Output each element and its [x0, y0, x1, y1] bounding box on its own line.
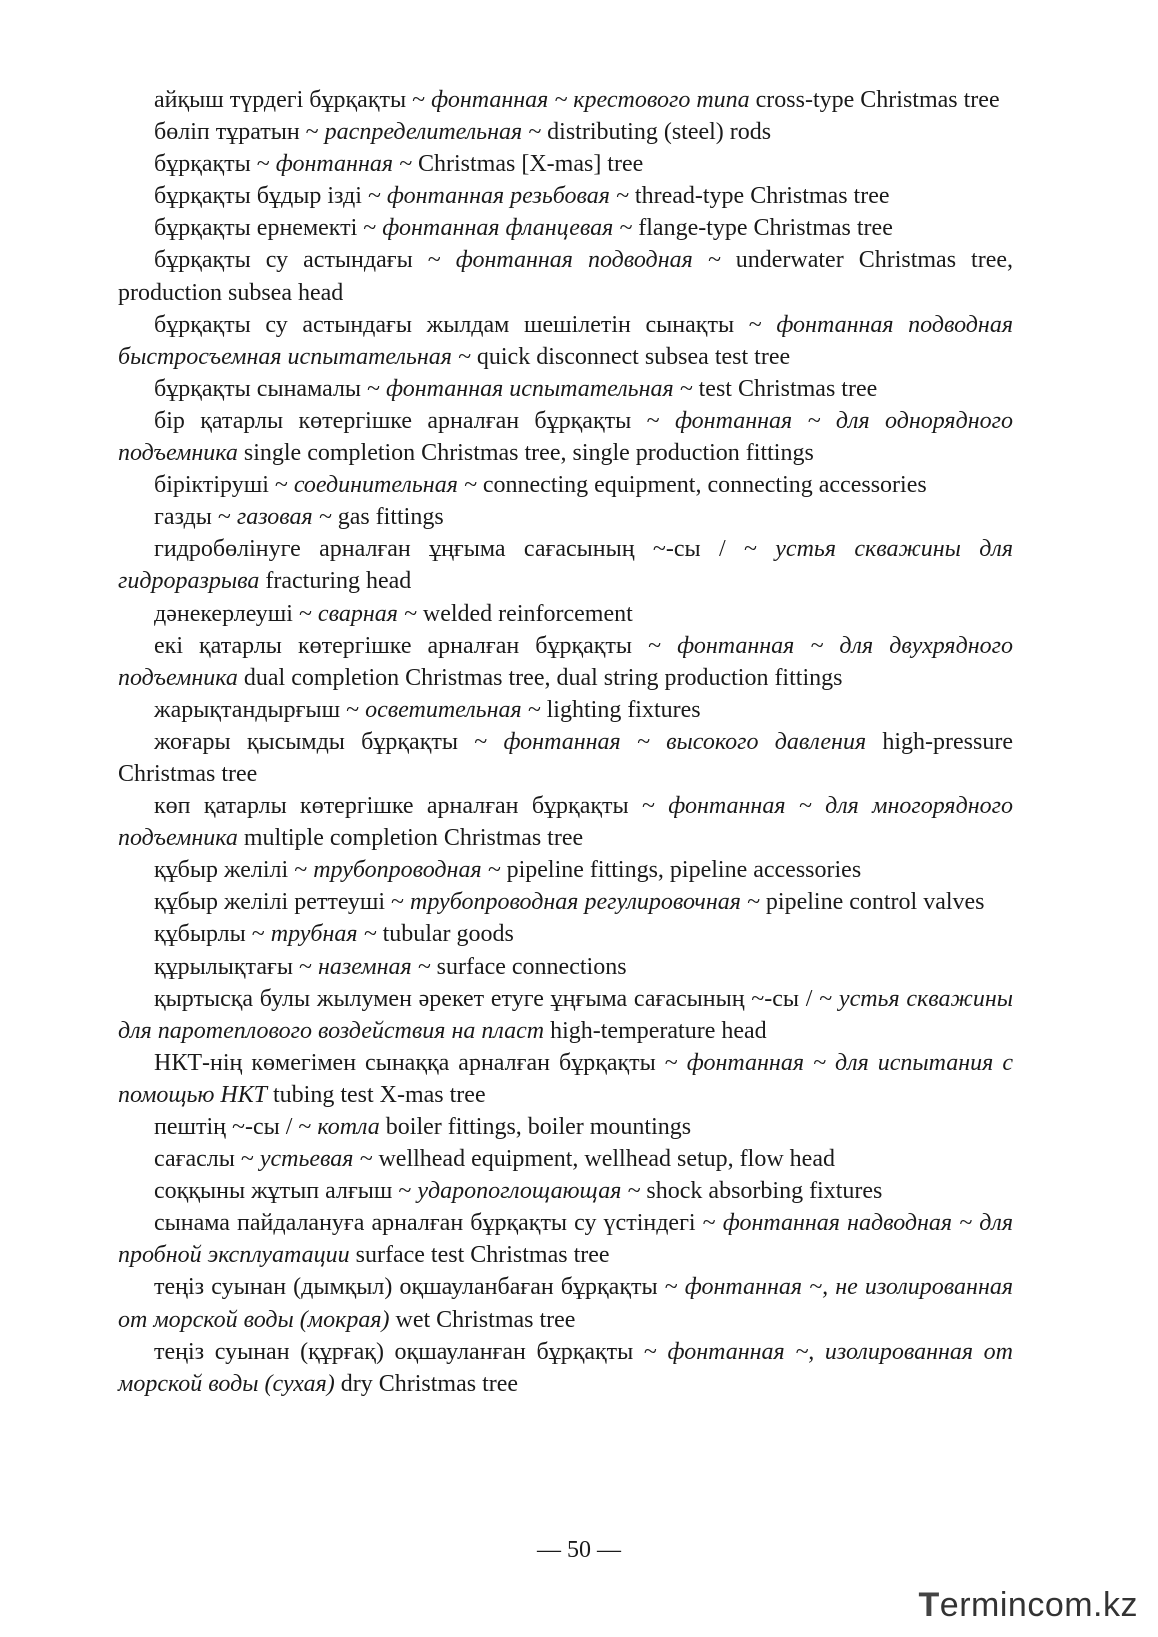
dictionary-entry — [118, 244, 1013, 308]
entry-kazakh-term: құбырлы ~ — [154, 921, 271, 948]
entry-kazakh-term: жарықтандырғыш ~ — [154, 696, 366, 723]
dictionary-entry — [118, 309, 1013, 373]
entry-russian-term: трубопроводная ~ — [313, 857, 501, 884]
entry-kazakh-term: қыртысқа булы жылумен әрекет етуге ұңғыма сағасының ~-сы / ~ — [154, 985, 839, 1012]
dictionary-entry — [118, 1175, 1013, 1207]
entry-russian-term: сварная ~ — [317, 600, 417, 627]
dictionary-entry — [118, 630, 1013, 694]
entry-kazakh-term: айқыш түрдегі бұрқақты ~ — [154, 87, 432, 113]
entry-english-term: distributing (steel) rods — [541, 119, 772, 146]
entry-english-term: lighting fixtures — [540, 696, 701, 723]
dictionary-entry — [118, 84, 1013, 116]
entry-kazakh-term: пештің ~-сы / ~ — [154, 1114, 318, 1140]
entry-russian-term: фонтанная ~ для испытания с помощью НКТ — [118, 1049, 1013, 1108]
dictionary-entry — [118, 790, 1013, 854]
entry-kazakh-term: екі қатарлы көтергішке арналған бұрқақты ~ — [154, 632, 678, 659]
entry-russian-term: осветительная ~ — [365, 696, 541, 723]
entry-english-term: quick disconnect subsea test tree — [470, 343, 791, 370]
entry-russian-term: устьевая ~ — [259, 1146, 373, 1173]
entry-english-term: cross-type Christmas tree — [749, 87, 1000, 113]
entry-kazakh-term: сынама пайдалануға арналған бұрқақты су үстіндегі ~ — [154, 1210, 723, 1237]
entry-kazakh-term: көп қатарлы көтергішке арналған бұрқақты ~ — [154, 793, 669, 820]
dictionary-entry — [118, 726, 1013, 790]
entry-english-term: Christmas [X-mas] tree — [412, 151, 644, 178]
entry-english-term: multiple completion Christmas tree — [237, 825, 584, 852]
page-number: — 50 — — [537, 1537, 621, 1563]
entry-kazakh-term: бұрқақты су астындағы ~ — [154, 247, 456, 274]
entry-english-term: high-pressure Christmas tree — [118, 728, 1013, 787]
entry-kazakh-term: соққыны жұтып алғыш ~ — [154, 1178, 418, 1205]
dictionary-entry — [118, 983, 1013, 1047]
entry-english-term: surface connections — [430, 953, 627, 980]
entry-kazakh-term: бұрқақты су астындағы жылдам шешілетін сынақты ~ — [154, 311, 777, 338]
entry-english-term: tubing test X-mas tree — [266, 1081, 486, 1108]
dictionary-entry — [118, 951, 1013, 983]
dictionary-entry — [118, 116, 1013, 148]
entry-english-term: wellhead equipment, wellhead setup, flow head — [372, 1146, 835, 1173]
entry-russian-term: фонтанная ~ крестового типа — [431, 87, 750, 113]
entry-english-term: shock absorbing fixtures — [640, 1178, 883, 1205]
entry-russian-term: ударопоглощающая ~ — [417, 1178, 641, 1205]
entry-kazakh-term: НКТ-нің көмегімен сынаққа арналған бұрқақты ~ — [154, 1049, 687, 1076]
entry-english-term: pipeline control valves — [759, 889, 985, 916]
entry-kazakh-term: газды ~ — [154, 504, 237, 531]
entry-english-term: fracturing head — [259, 568, 412, 595]
dictionary-entry — [118, 469, 1013, 501]
entry-english-term: boiler fittings, boiler mountings — [379, 1114, 692, 1140]
dictionary-entry — [118, 533, 1013, 597]
watermark-initial: T — [918, 1586, 940, 1624]
entry-russian-term: устья скважины для паротеплового воздействия на пласт — [118, 985, 1013, 1044]
dictionary-entry — [118, 598, 1013, 630]
entry-russian-term: фонтанная ~ высокого давления — [503, 728, 867, 755]
entry-russian-term: устья скважины для гидроразрыва — [118, 536, 1014, 595]
dictionary-entry — [118, 1207, 1013, 1271]
entry-russian-term: фонтанная ~ — [275, 151, 412, 178]
entry-kazakh-term: біріктіруші ~ — [154, 472, 294, 499]
dictionary-entry — [118, 1336, 1013, 1400]
dictionary-entry — [118, 180, 1013, 212]
entry-russian-term: трубопроводная регулировочная ~ — [410, 889, 760, 916]
entry-kazakh-term: бұрқақты ~ — [154, 151, 276, 178]
termincom-watermark — [919, 1586, 1138, 1625]
dictionary-entries — [118, 84, 1013, 1400]
entry-kazakh-term: бұрқақты бұдыр ізді ~ — [154, 183, 387, 210]
entry-russian-term: фонтанная фланцевая ~ — [382, 215, 633, 242]
entry-russian-term: фонтанная испытательная ~ — [386, 375, 693, 402]
entry-english-term: high-temperature head — [544, 1017, 767, 1044]
dictionary-entry — [118, 212, 1013, 244]
entry-english-term: gas fittings — [331, 504, 444, 531]
entry-russian-term: фонтанная ~ для многорядного подъемника — [118, 793, 1013, 852]
entry-kazakh-term: құрылықтағы ~ — [154, 953, 318, 980]
dictionary-entry — [118, 694, 1013, 726]
entry-english-term: tubular goods — [376, 921, 514, 948]
entry-russian-term: фонтанная подводная быстросъемная испытательная ~ — [118, 311, 1013, 370]
entry-english-term: thread-type Christmas tree — [628, 183, 890, 210]
entry-russian-term: фонтанная ~ для однорядного подъемника — [118, 407, 1013, 467]
entry-kazakh-term: құбыр желілі реттеуші ~ — [154, 889, 411, 916]
entry-russian-term: фонтанная резьбовая ~ — [386, 183, 629, 210]
entry-russian-term: газовая ~ — [236, 504, 332, 531]
entry-russian-term: фонтанная ~ для двухрядного подъемника — [118, 632, 1014, 691]
entry-russian-term: соединительная ~ — [293, 472, 477, 499]
dictionary-entry — [118, 405, 1013, 469]
entry-russian-term: фонтанная надводная ~ для пробной эксплуатации — [118, 1210, 1013, 1269]
dictionary-entry — [118, 886, 1013, 918]
entry-kazakh-term: құбыр желілі ~ — [154, 857, 314, 884]
entry-kazakh-term: бұрқақты сынамалы ~ — [154, 375, 387, 402]
entry-kazakh-term: дәнекерлеуші ~ — [154, 600, 318, 627]
entry-english-term: flange-type Christmas tree — [632, 215, 893, 242]
entry-english-term: pipeline fittings, pipeline accessories — [500, 857, 862, 884]
entry-english-term: surface test Christmas tree — [349, 1242, 610, 1269]
dictionary-entry — [118, 854, 1013, 886]
dictionary-entry — [118, 1143, 1013, 1175]
entry-russian-term: распределительная ~ — [324, 119, 542, 146]
entry-english-term: test Christmas tree — [692, 375, 878, 402]
dictionary-entry — [118, 1047, 1013, 1111]
entry-kazakh-term: бөліп тұратын ~ — [154, 119, 325, 146]
entry-english-term: single completion Christmas tree, single production fittings — [237, 440, 814, 467]
entry-russian-term: фонтанная ~, не изолированная от морской воды (мокрая) — [118, 1274, 1014, 1333]
entry-kazakh-term: бұрқақты ернемекті ~ — [154, 215, 383, 242]
entry-russian-term: котла — [317, 1114, 380, 1140]
dictionary-entry — [118, 148, 1013, 180]
entry-english-term: underwater Christmas tree, production subsea head — [118, 247, 1013, 306]
entry-russian-term: трубная ~ — [270, 921, 377, 948]
entry-english-term: dry Christmas tree — [334, 1370, 519, 1397]
dictionary-entry — [118, 918, 1013, 950]
entry-kazakh-term: теңіз суынан (дымқыл) оқшауланбаған бұрқақты ~ — [154, 1274, 685, 1301]
entry-kazakh-term: жоғары қысымды бұрқақты ~ — [154, 728, 504, 755]
entry-english-term: dual completion Christmas tree, dual string production fittings — [237, 664, 843, 691]
entry-kazakh-term: бір қатарлы көтергішке арналған бұрқақты ~ — [154, 407, 675, 434]
entry-english-term: connecting equipment, connecting accessories — [476, 472, 927, 499]
entry-kazakh-term: гидробөлінуге арналған ұңғыма сағасының ~-сы / ~ — [154, 536, 776, 563]
entry-english-term: wet Christmas tree — [389, 1306, 576, 1333]
entry-russian-term: фонтанная подводная ~ — [455, 247, 721, 274]
entry-kazakh-term: сағаслы ~ — [154, 1146, 260, 1173]
dictionary-entry — [118, 501, 1013, 533]
entry-russian-term: фонтанная ~, изолированная от морской воды (сухая) — [118, 1338, 1013, 1397]
watermark-text: ermincom.kz — [939, 1586, 1138, 1624]
entry-russian-term: наземная ~ — [317, 953, 431, 980]
entry-english-term: welded reinforcement — [416, 600, 633, 627]
dictionary-entry — [118, 1271, 1013, 1335]
dictionary-entry — [118, 1111, 1013, 1143]
entry-kazakh-term: теңіз суынан (құрғақ) оқшауланған бұрқақты ~ — [154, 1338, 668, 1365]
dictionary-entry — [118, 373, 1013, 405]
